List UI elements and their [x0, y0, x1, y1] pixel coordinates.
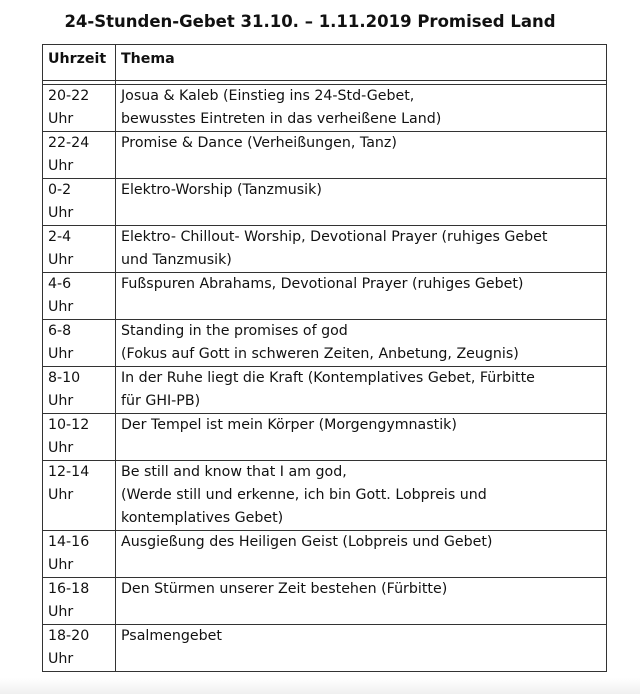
topic-cell: [116, 414, 607, 461]
time-line: Uhr: [48, 111, 74, 127]
time-line: 20-22: [48, 88, 90, 104]
topic-line: Ausgießung des Heiligen Geist (Lobpreis und Gebet): [121, 534, 493, 550]
time-line: Uhr: [48, 158, 74, 174]
topic-cell: [116, 226, 607, 273]
topic-line: Psalmengebet: [121, 628, 222, 644]
topic-cell: [116, 461, 607, 531]
topic-line: Josua & Kaleb (Einstieg ins 24-Std-Gebet,: [121, 88, 415, 104]
time-line: Uhr: [48, 393, 74, 409]
time-cell: [43, 85, 116, 132]
table-row: [43, 367, 607, 414]
topic-line: für GHI-PB): [121, 393, 201, 409]
time-cell: [43, 273, 116, 320]
time-line: Uhr: [48, 487, 74, 503]
table-row: [43, 531, 607, 578]
topic-line: (Fokus auf Gott in schweren Zeiten, Anbetung, Zeugnis): [121, 346, 519, 362]
document-title: 24-Stunden-Gebet 31.10. – 1.11.2019 Promised Land: [64, 12, 556, 31]
table-row: [43, 132, 607, 179]
topic-cell: [116, 367, 607, 414]
topic-line: Elektro- Chillout- Worship, Devotional Prayer (ruhiges Gebet: [121, 229, 548, 245]
time-line: 14-16: [48, 534, 90, 550]
document-page: [10, 0, 630, 694]
topic-line: Promise & Dance (Verheißungen, Tanz): [121, 135, 397, 151]
topic-line: kontemplatives Gebet): [121, 510, 284, 526]
topic-cell: [116, 273, 607, 320]
table-header-row: [43, 45, 607, 81]
header-time: Uhrzeit: [43, 45, 116, 81]
topic-cell: [116, 179, 607, 226]
topic-cell: [116, 132, 607, 179]
header-topic: Thema: [116, 45, 607, 81]
time-line: Uhr: [48, 205, 74, 221]
topic-cell: [116, 578, 607, 625]
topic-line: Elektro-Worship (Tanzmusik): [121, 182, 322, 198]
schedule-table: [42, 44, 607, 672]
table-row: [43, 273, 607, 320]
topic-line: Be still and know that I am god,: [121, 464, 347, 480]
schedule-rows: [43, 85, 607, 672]
time-cell: [43, 367, 116, 414]
table-row: [43, 578, 607, 625]
table-row: [43, 85, 607, 132]
time-line: 18-20: [48, 628, 90, 644]
topic-line: Standing in the promises of god: [121, 323, 348, 339]
time-line: 2-4: [48, 229, 72, 245]
time-line: 8-10: [48, 370, 81, 386]
topic-line: Den Stürmen unserer Zeit bestehen (Fürbitte): [121, 581, 448, 597]
time-cell: [43, 179, 116, 226]
time-line: Uhr: [48, 346, 74, 362]
page-bottom-shadow: [0, 678, 640, 694]
topic-cell: [116, 531, 607, 578]
time-cell: [43, 414, 116, 461]
topic-line: (Werde still und erkenne, ich bin Gott. Lobpreis und: [121, 487, 487, 503]
table-row: [43, 414, 607, 461]
time-line: Uhr: [48, 299, 74, 315]
topic-line: bewusstes Eintreten in das verheißene Land): [121, 111, 442, 127]
table-row: [43, 226, 607, 273]
topic-line: In der Ruhe liegt die Kraft (Kontemplatives Gebet, Fürbitte: [121, 370, 535, 386]
table-row: [43, 461, 607, 531]
time-line: 0-2: [48, 182, 72, 198]
topic-line: und Tanzmusik): [121, 252, 232, 268]
time-line: 22-24: [48, 135, 90, 151]
table-row: [43, 625, 607, 672]
time-cell: [43, 531, 116, 578]
time-cell: [43, 320, 116, 367]
topic-cell: [116, 625, 607, 672]
time-line: Uhr: [48, 440, 74, 456]
time-line: 10-12: [48, 417, 90, 433]
topic-line: Fußspuren Abrahams, Devotional Prayer (ruhiges Gebet): [121, 276, 524, 292]
time-cell: [43, 226, 116, 273]
topic-cell: [116, 85, 607, 132]
time-line: Uhr: [48, 252, 74, 268]
time-line: 4-6: [48, 276, 72, 292]
time-line: Uhr: [48, 557, 74, 573]
time-line: 16-18: [48, 581, 90, 597]
time-line: 6-8: [48, 323, 72, 339]
table-row: [43, 179, 607, 226]
time-line: 12-14: [48, 464, 90, 480]
topic-cell: [116, 320, 607, 367]
time-cell: [43, 625, 116, 672]
topic-line: Der Tempel ist mein Körper (Morgengymnastik): [121, 417, 457, 433]
time-line: Uhr: [48, 604, 74, 620]
time-cell: [43, 578, 116, 625]
time-line: Uhr: [48, 651, 74, 667]
time-cell: [43, 132, 116, 179]
table-row: [43, 320, 607, 367]
time-cell: [43, 461, 116, 531]
